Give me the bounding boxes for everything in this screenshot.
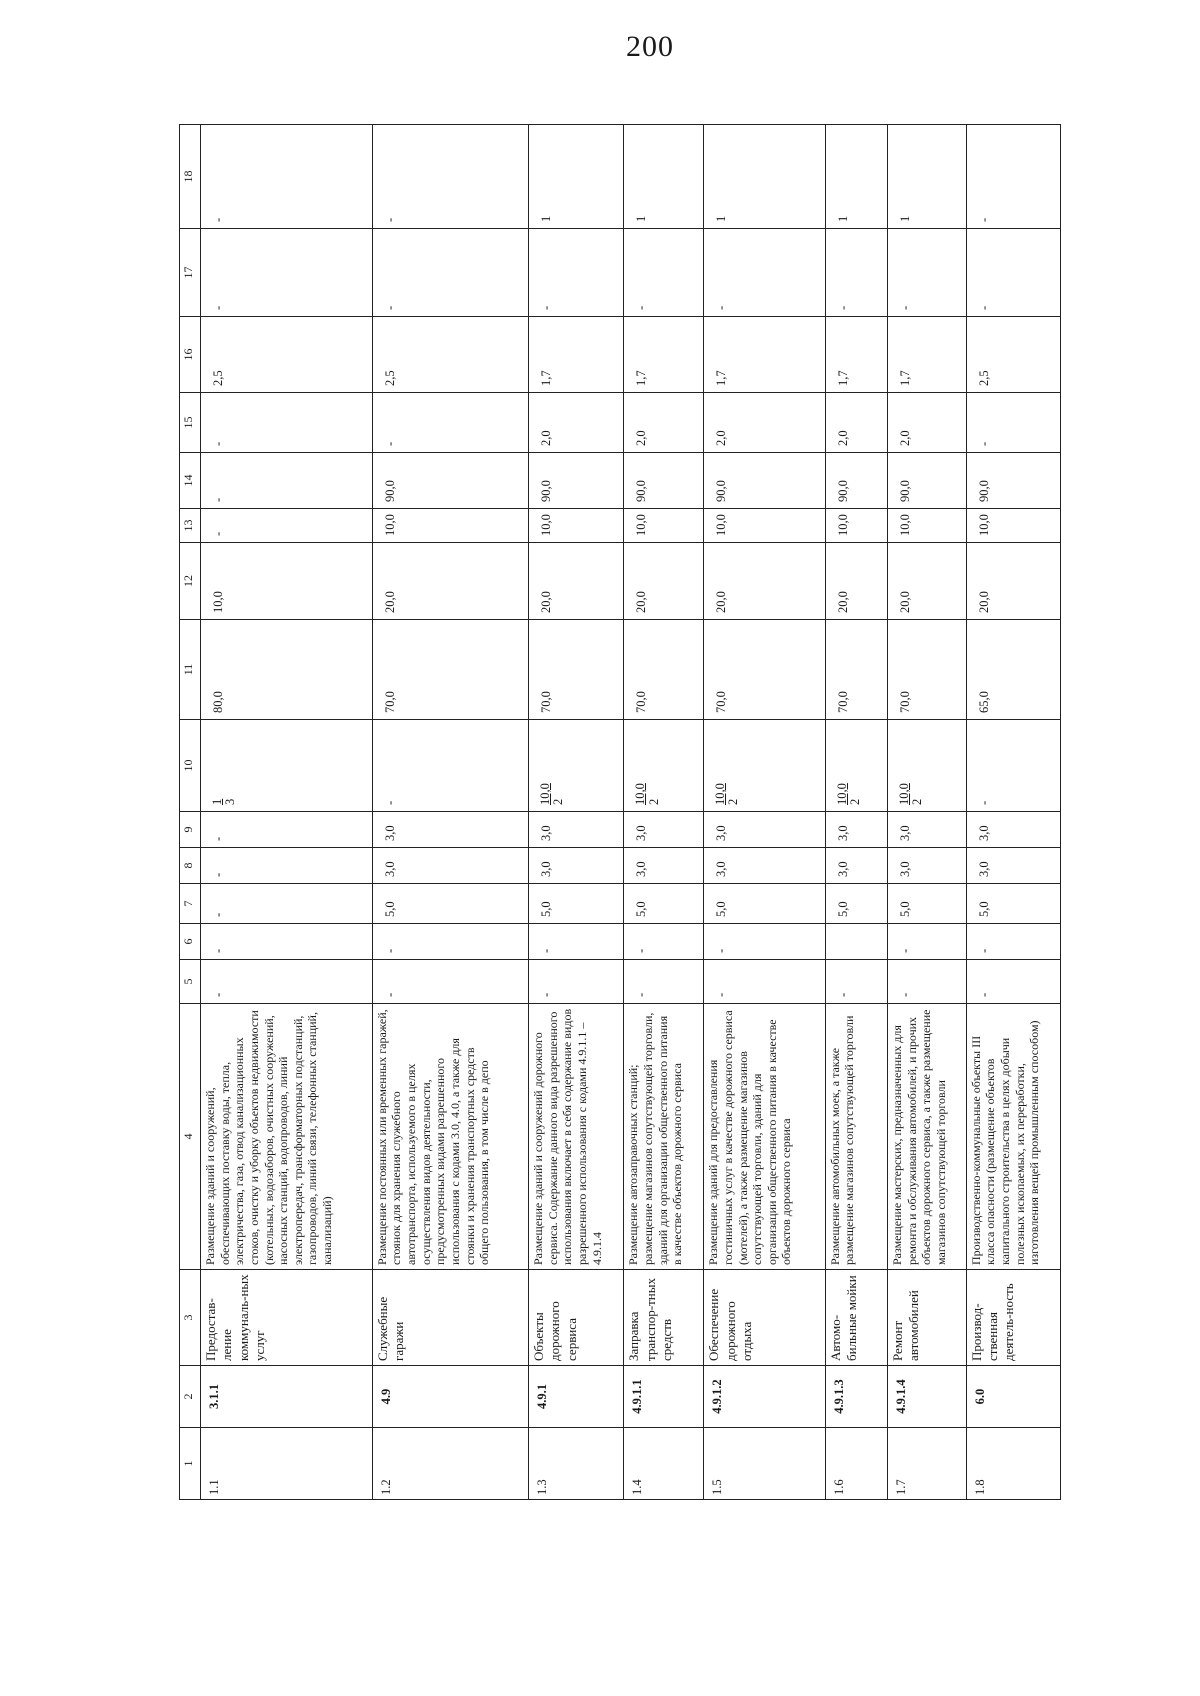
cell-col16: 1,7 bbox=[888, 317, 967, 393]
cell-col5: - bbox=[624, 960, 704, 1004]
cell-col16: 1,7 bbox=[624, 317, 704, 393]
cell-col13: 10,0 bbox=[704, 509, 825, 543]
cell-col10 bbox=[888, 720, 967, 812]
cell-col10 bbox=[624, 720, 704, 812]
cell-col15: - bbox=[201, 393, 373, 453]
cell-col5: - bbox=[888, 960, 967, 1004]
fraction-numerator: 10,0 bbox=[897, 783, 912, 805]
cell-col13: 10,0 bbox=[888, 509, 967, 543]
cell-col14: 90,0 bbox=[372, 453, 528, 509]
cell-col15: 2,0 bbox=[825, 393, 887, 453]
table-row bbox=[704, 125, 825, 1500]
cell-row-number: 1.3 bbox=[529, 1428, 624, 1500]
fraction-denominator: 2 bbox=[847, 798, 862, 805]
col-header-17: 17 bbox=[180, 229, 201, 317]
cell-col9: 3,0 bbox=[372, 812, 528, 848]
cell-code: 6.0 bbox=[966, 1366, 1060, 1428]
cell-code: 4.9.1.4 bbox=[888, 1366, 967, 1428]
cell-code: 3.1.1 bbox=[201, 1366, 373, 1428]
col-header-8: 8 bbox=[180, 848, 201, 884]
cell-col10: - bbox=[966, 720, 1060, 812]
cell-col9: 3,0 bbox=[704, 812, 825, 848]
cell-col7: - bbox=[201, 884, 373, 924]
cell-col8: 3,0 bbox=[529, 848, 624, 884]
cell-col18: 1 bbox=[529, 125, 624, 229]
fraction-numerator: 10,0 bbox=[633, 783, 648, 805]
fraction-denominator: 3 bbox=[223, 798, 238, 805]
cell-col5: - bbox=[825, 960, 887, 1004]
fraction-numerator: 10,0 bbox=[713, 783, 728, 805]
cell-col15: - bbox=[966, 393, 1060, 453]
cell-col13: - bbox=[201, 509, 373, 543]
table-row bbox=[529, 125, 624, 1500]
cell-col18: 1 bbox=[825, 125, 887, 229]
cell-col8: 3,0 bbox=[704, 848, 825, 884]
col-header-3: 3 bbox=[180, 1270, 201, 1366]
cell-col10: - bbox=[372, 720, 528, 812]
table-row bbox=[201, 125, 373, 1500]
cell-col5: - bbox=[372, 960, 528, 1004]
zoning-parameters-table bbox=[179, 124, 1061, 1500]
cell-col6: - bbox=[888, 924, 967, 960]
cell-col7: 5,0 bbox=[529, 884, 624, 924]
cell-col14: 90,0 bbox=[704, 453, 825, 509]
cell-col12: 20,0 bbox=[704, 543, 825, 620]
cell-col12: 20,0 bbox=[624, 543, 704, 620]
cell-use-name: Ремонт автомобилей bbox=[888, 1270, 967, 1366]
cell-col9: 3,0 bbox=[529, 812, 624, 848]
cell-col8: 3,0 bbox=[966, 848, 1060, 884]
cell-col16: 1,7 bbox=[704, 317, 825, 393]
cell-col15: 2,0 bbox=[704, 393, 825, 453]
cell-col5: - bbox=[201, 960, 373, 1004]
cell-col14: 90,0 bbox=[825, 453, 887, 509]
cell-col15: 2,0 bbox=[529, 393, 624, 453]
col-header-11: 11 bbox=[180, 620, 201, 720]
cell-col5: - bbox=[529, 960, 624, 1004]
cell-col17: - bbox=[529, 229, 624, 317]
cell-use-description: Производственно-коммунальные объекты III класса опасности (размещение объектов капитального строительства в целях добычи полезных ископаемых, их переработки, изготовления вещей промышленным способом) bbox=[966, 1004, 1060, 1270]
cell-row-number: 1.4 bbox=[624, 1428, 704, 1500]
cell-col11: 70,0 bbox=[529, 620, 624, 720]
cell-col6: - bbox=[529, 924, 624, 960]
cell-use-name: Заправка транспор-тных средств bbox=[624, 1270, 704, 1366]
cell-col18: - bbox=[966, 125, 1060, 229]
fraction bbox=[898, 783, 924, 805]
cell-code: 4.9.1.1 bbox=[624, 1366, 704, 1428]
fraction bbox=[714, 783, 740, 805]
cell-use-description: Размещение зданий и сооружений дорожного сервиса. Содержание данного вида разрешенного использования включает в себя содержание видов разрешенного использования с кодами 4.9.1.1 – 4.9.1.4 bbox=[529, 1004, 624, 1270]
cell-col11: 65,0 bbox=[966, 620, 1060, 720]
cell-col6: - bbox=[372, 924, 528, 960]
cell-col17: - bbox=[704, 229, 825, 317]
cell-col8: - bbox=[201, 848, 373, 884]
cell-col9: 3,0 bbox=[825, 812, 887, 848]
cell-col13: 10,0 bbox=[624, 509, 704, 543]
cell-use-description: Размещение постоянных или временных гаражей, стоянок для хранения служебного автотранспорта, используемого в целях осуществления видов деятельности, предусмотренных видами разрешенного использования с кодами 3.0, 4.0, а также для стоянки и хранения транспортных средств общего пользования, в том числе в депо bbox=[372, 1004, 528, 1270]
table-row bbox=[372, 125, 528, 1500]
cell-col10 bbox=[201, 720, 373, 812]
cell-col9: 3,0 bbox=[888, 812, 967, 848]
cell-col18: - bbox=[372, 125, 528, 229]
cell-col14: 90,0 bbox=[624, 453, 704, 509]
cell-col11: 70,0 bbox=[372, 620, 528, 720]
cell-row-number: 1.7 bbox=[888, 1428, 967, 1500]
cell-col9: 3,0 bbox=[624, 812, 704, 848]
cell-col16: 2,5 bbox=[966, 317, 1060, 393]
cell-col14: 90,0 bbox=[529, 453, 624, 509]
cell-col7: 5,0 bbox=[888, 884, 967, 924]
fraction bbox=[634, 783, 660, 805]
cell-col12: 10,0 bbox=[201, 543, 373, 620]
cell-col15: 2,0 bbox=[624, 393, 704, 453]
cell-use-description: Размещение мастерских, предназначенных для ремонта и обслуживания автомобилей, и прочих объектов дорожного сервиса, а также размещение магазинов сопутствующей торговли bbox=[888, 1004, 967, 1270]
cell-col15: - bbox=[372, 393, 528, 453]
cell-use-description: Размещение автозаправочных станций; размещение магазинов сопутствующей торговли, зданий для организации общественного питания в качестве объектов дорожного сервиса bbox=[624, 1004, 704, 1270]
col-header-15: 15 bbox=[180, 393, 201, 453]
cell-row-number: 1.1 bbox=[201, 1428, 373, 1500]
cell-use-name: Объекты дорожного сервиса bbox=[529, 1270, 624, 1366]
cell-col13: 10,0 bbox=[529, 509, 624, 543]
fraction bbox=[836, 783, 862, 805]
col-header-18: 18 bbox=[180, 125, 201, 229]
cell-row-number: 1.8 bbox=[966, 1428, 1060, 1500]
col-header-2: 2 bbox=[180, 1366, 201, 1428]
cell-col6: - bbox=[704, 924, 825, 960]
cell-code: 4.9.1 bbox=[529, 1366, 624, 1428]
cell-col16: 1,7 bbox=[529, 317, 624, 393]
cell-row-number: 1.2 bbox=[372, 1428, 528, 1500]
cell-col5: - bbox=[704, 960, 825, 1004]
fraction-denominator: 2 bbox=[646, 798, 661, 805]
fraction bbox=[539, 783, 565, 805]
col-header-7: 7 bbox=[180, 884, 201, 924]
col-header-10: 10 bbox=[180, 720, 201, 812]
table-row bbox=[888, 125, 967, 1500]
col-header-6: 6 bbox=[180, 924, 201, 960]
rotated-table-container bbox=[179, 125, 1061, 1500]
cell-col13: 10,0 bbox=[825, 509, 887, 543]
cell-use-name: Предостав-ление коммуналь-ных услуг bbox=[201, 1270, 373, 1366]
cell-use-description: Размещение зданий и сооружений, обеспечивающих поставку воды, тепла, электричества, газа, отвод канализационных стоков, очистку и уборку объектов недвижимости (котельных, водозаборов, очистных сооружений, насосных станций, водопроводов, линий электропередач, трансформаторных подстанций, газопроводов, линий связи, телефонных станций, канализаций) bbox=[201, 1004, 373, 1270]
cell-col11: 70,0 bbox=[825, 620, 887, 720]
page-number: 200 bbox=[626, 30, 674, 63]
cell-col16: 2,5 bbox=[372, 317, 528, 393]
cell-col10 bbox=[704, 720, 825, 812]
cell-col14: 90,0 bbox=[966, 453, 1060, 509]
cell-col12: 20,0 bbox=[825, 543, 887, 620]
cell-col11: 70,0 bbox=[624, 620, 704, 720]
table-row bbox=[624, 125, 704, 1500]
cell-col6: - bbox=[966, 924, 1060, 960]
cell-code: 4.9.1.2 bbox=[704, 1366, 825, 1428]
cell-col11: 70,0 bbox=[704, 620, 825, 720]
fraction-denominator: 2 bbox=[551, 798, 566, 805]
fraction-numerator: 10,0 bbox=[538, 783, 553, 805]
col-header-12: 12 bbox=[180, 543, 201, 620]
cell-col7: 5,0 bbox=[624, 884, 704, 924]
cell-col7: 5,0 bbox=[704, 884, 825, 924]
cell-use-description: Размещение зданий для предоставления гостиничных услуг в качестве дорожного сервиса (мотелей), а также размещение магазинов сопутствующей торговли, зданий для организации общественного питания в качестве объектов дорожного сервиса bbox=[704, 1004, 825, 1270]
fraction-numerator: 10,0 bbox=[834, 783, 849, 805]
cell-row-number: 1.6 bbox=[825, 1428, 887, 1500]
cell-col6: - bbox=[201, 924, 373, 960]
cell-col11: 80,0 bbox=[201, 620, 373, 720]
cell-col12: 20,0 bbox=[966, 543, 1060, 620]
cell-col10 bbox=[825, 720, 887, 812]
cell-col17: - bbox=[624, 229, 704, 317]
cell-row-number: 1.5 bbox=[704, 1428, 825, 1500]
cell-use-name: Обеспечение дорожного отдыха bbox=[704, 1270, 825, 1366]
cell-col15: 2,0 bbox=[888, 393, 967, 453]
cell-use-name: Служебные гаражи bbox=[372, 1270, 528, 1366]
cell-col6: - bbox=[624, 924, 704, 960]
header-row bbox=[180, 125, 201, 1500]
col-header-4: 4 bbox=[180, 1004, 201, 1270]
cell-col18: 1 bbox=[888, 125, 967, 229]
cell-col17: - bbox=[372, 229, 528, 317]
cell-col18: 1 bbox=[624, 125, 704, 229]
table-row bbox=[966, 125, 1060, 1500]
cell-col17: - bbox=[201, 229, 373, 317]
cell-col7: 5,0 bbox=[372, 884, 528, 924]
cell-col10 bbox=[529, 720, 624, 812]
cell-use-description: Размещение автомобильных моек, а также размещение магазинов сопутствующей торговли bbox=[825, 1004, 887, 1270]
col-header-14: 14 bbox=[180, 453, 201, 509]
cell-col17: - bbox=[966, 229, 1060, 317]
cell-col18: - bbox=[201, 125, 373, 229]
cell-col8: 3,0 bbox=[372, 848, 528, 884]
fraction-numerator: 1 bbox=[210, 798, 224, 805]
cell-col18: 1 bbox=[704, 125, 825, 229]
cell-col8: 3,0 bbox=[624, 848, 704, 884]
cell-col17: - bbox=[825, 229, 887, 317]
cell-col9: 3,0 bbox=[966, 812, 1060, 848]
cell-col7: 5,0 bbox=[825, 884, 887, 924]
cell-col9: - bbox=[201, 812, 373, 848]
fraction bbox=[211, 799, 237, 805]
table-row bbox=[825, 125, 887, 1500]
fraction-denominator: 2 bbox=[726, 798, 741, 805]
cell-col16: 2,5 bbox=[201, 317, 373, 393]
cell-col7: 5,0 bbox=[966, 884, 1060, 924]
col-header-5: 5 bbox=[180, 960, 201, 1004]
cell-col8: 3,0 bbox=[825, 848, 887, 884]
col-header-9: 9 bbox=[180, 812, 201, 848]
cell-col11: 70,0 bbox=[888, 620, 967, 720]
cell-col17: - bbox=[888, 229, 967, 317]
cell-use-name: Производ-ственная деятель-ность bbox=[966, 1270, 1060, 1366]
cell-code: 4.9.1.3 bbox=[825, 1366, 887, 1428]
cell-col14: 90,0 bbox=[888, 453, 967, 509]
cell-col13: 10,0 bbox=[966, 509, 1060, 543]
cell-col12: 20,0 bbox=[888, 543, 967, 620]
col-header-13: 13 bbox=[180, 509, 201, 543]
cell-col13: 10,0 bbox=[372, 509, 528, 543]
cell-col16: 1,7 bbox=[825, 317, 887, 393]
cell-col5: - bbox=[966, 960, 1060, 1004]
col-header-16: 16 bbox=[180, 317, 201, 393]
cell-code: 4.9 bbox=[372, 1366, 528, 1428]
cell-col12: 20,0 bbox=[372, 543, 528, 620]
cell-col14: - bbox=[201, 453, 373, 509]
cell-col6 bbox=[825, 924, 887, 960]
cell-col12: 20,0 bbox=[529, 543, 624, 620]
cell-use-name: Автомо-бильные мойки bbox=[825, 1270, 887, 1366]
col-header-1: 1 bbox=[180, 1428, 201, 1500]
fraction-denominator: 2 bbox=[910, 798, 925, 805]
cell-col8: 3,0 bbox=[888, 848, 967, 884]
